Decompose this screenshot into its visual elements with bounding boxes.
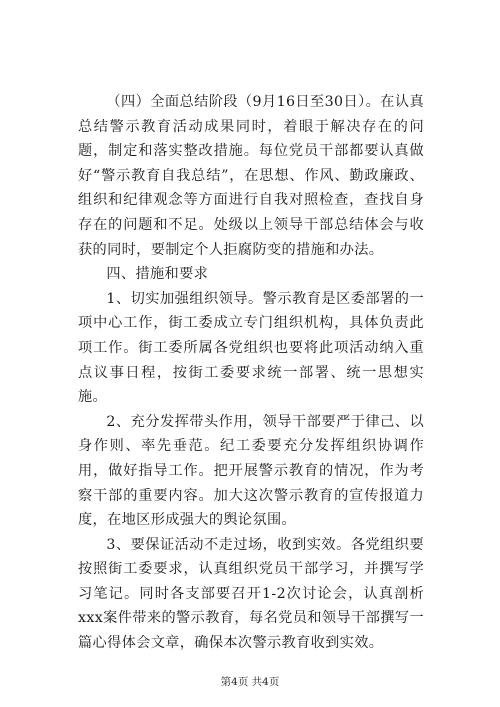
paragraph-measure-1: 1、切实加强组织领导。警示教育是区委部署的一项中心工作，街工委成立专门组织机构，具体负责此项工作。街工委所属各党组织也要将此项活动纳入重点议事日程，按街工委要求统一部署、统一思想实施。	[78, 290, 424, 406]
paragraph-summary-stage: （四）全面总结阶段（9月16日至30日）。在认真总结警示教育活动成果同时，着眼于解决存在的问题，制定和落实整改措施。每位党员干部都要认真做好“警示教育自我总结”，在思想、作风、勤政廉政、组织和纪律观念等方面进行自我对照检查，查找自身存在的问题和不足。处级以上领导干部总结体会与收获的同时，要制定个人拒腐防变的措施和办法。	[78, 94, 424, 258]
paragraph-measure-2: 2、充分发挥带头作用，领导干部要严于律己、以身作则、率先垂范。纪工委要充分发挥组织协调作用，做好指导工作。把开展警示教育的情况，作为考察干部的重要内容。加大这次警示教育的宣传报道力度，在地区形成强大的舆论氛围。	[78, 413, 424, 529]
document-body	[78, 90, 424, 656]
page-number-footer: 第4页 共4页	[220, 676, 280, 688]
paragraph-measure-3: 3、要保证活动不走过场，收到实效。各党组织要按照街工委要求，认真组织党员干部学习，并撰写学习笔记。同时各支部要召开1-2次讨论会，认真剖析xxx案件带来的警示教育，每名党员和领导干部撰写一篇心得体会文章，确保本次警示教育收到实效。	[78, 536, 424, 652]
section-heading-measures: 四、措施和要求	[106, 266, 209, 283]
